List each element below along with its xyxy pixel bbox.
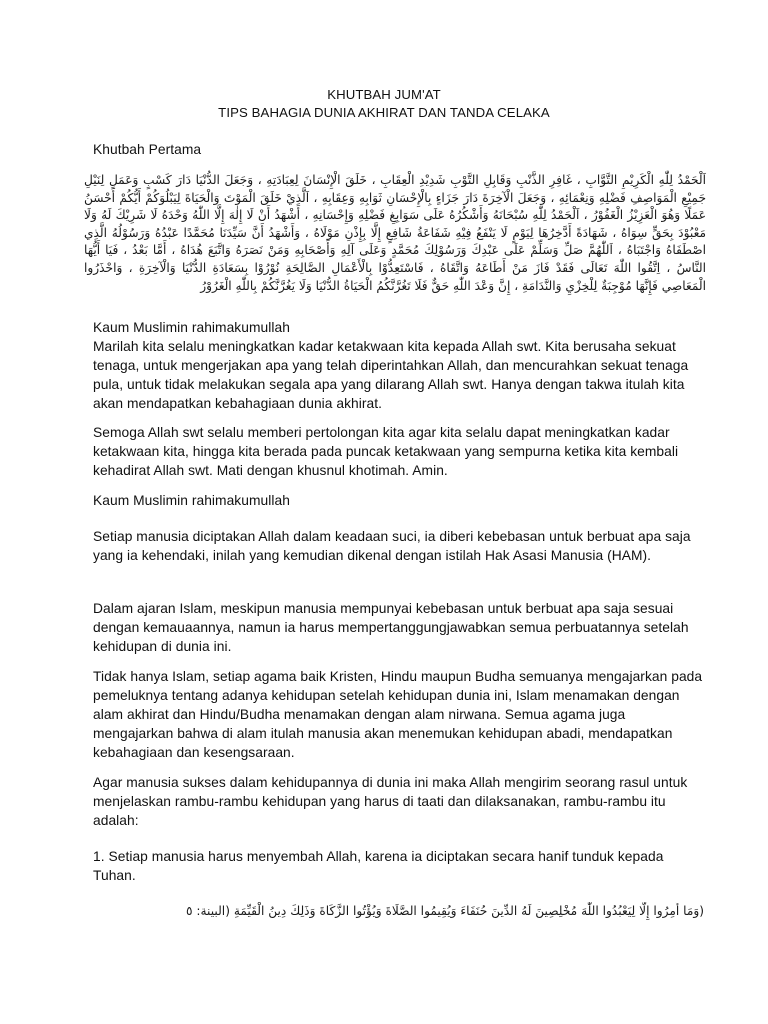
section-heading: Khutbah Pertama (93, 142, 202, 157)
paragraph-text: Setiap manusia diciptakan Allah dalam keadaan suci, ia diberi kebebasan untuk berbuat apa saja yang ia kehendaki, inilah yang kemudian dikenal dengan istilah Hak Asasi Manusia (HAM). (93, 529, 691, 563)
document-subtitle: TIPS BAHAGIA DUNIA AKHIRAT DAN TANDA CELAKA (218, 105, 550, 120)
document-title: KHUTBAH JUM'AT (327, 87, 441, 102)
paragraph-6 (93, 667, 703, 762)
paragraph-text: Tidak hanya Islam, setiap agama baik Kristen, Hindu maupun Budha semuanya mengajarkan pada pemeluknya tentang adanya kehidupan setelah kehidupan dunia ini, Islam menamakan dengan alam akhirat dan Hindu/Budha menamakan dengan alam nirwana. Semua agama juga mengajarkan bahwa di alam itulah manusia akan menemukan kehidupan abadi, mendapatkan kebahagiaan dan kesengsaraan. (93, 669, 703, 760)
paragraph-7 (93, 773, 703, 830)
paragraph-text: Agar manusia sukses dalam kehidupannya di dunia ini maka Allah mengirim seorang rasul untuk menjelaskan rambu-rambu kehidupan yang harus di taati dan dilaksanakan, rambu-rambu itu adalah: (93, 775, 688, 828)
paragraph-5 (93, 599, 703, 656)
paragraph-text: Semoga Allah swt selalu memberi pertolongan kita agar kita selalu dapat meningkatkan kadar ketakwaan kita, hingga kita berada pada puncak ketakwaan yang sempurna ketika kita kembali kehadirat Allah swt. Mati dengan khusnul khotimah. Amin. (93, 425, 679, 478)
arabic-verse: (وَمَا أُمِرُوا إِلَّا لِيَعْبُدُوا اللّٰهَ مُخْلِصِينَ لَهُ الدِّينَ حُنَفَاءَ وَيُقِيمُوا الصَّلَاةَ وَيُؤْتُوا الزَّكَاةَ وَذَلِكَ دِينُ الْقَيِّمَةِ (البينة: ٥ (186, 904, 704, 918)
paragraph-8 (93, 847, 703, 885)
paragraph-text: Kaum Muslimin rahimakumullah (93, 493, 290, 508)
paragraph-text: Dalam ajaran Islam, meskipun manusia mempunyai kebebasan untuk berbuat apa saja sesuai dengan kemauaannya, namun ia harus mempertanggungjawabkan semua perbuatannya setelah kehidupan di dunia ini. (93, 601, 689, 654)
paragraph-3 (93, 491, 703, 510)
paragraph-text: 1. Setiap manusia harus menyembah Allah, karena ia diciptakan secara hanif tunduk kepada Tuhan. (93, 849, 664, 883)
arabic-opening-text: اَلْحَمْدُ لِلّٰهِ الْكَرِيْمِ التَّوَّابِ ، غَافِرِ الذَّنْبِ وَقَابِلِ التَّوْبِ شَدِيْدِ الْعِقَابِ ، خَلَقَ الْإِنْسَانَ لِعِبَادَتِهِ ، وَجَعَلَ الدُّنْيَا دَارَ كَسْبٍ وَعَمَلٍ لِنَيْلِ جَمِيْعِ الْمَوَاصِفِ فَضْلِهِ وَنِعْمَائِهِ ، وَجَعَلَ الْآخِرَةَ دَارَ جَزَاءٍ بِالْإِحْسَانِ ثَوَابِهِ وَعِقَابِهِ ، اَلَّذِيْ خَلَقَ الْمَوْتَ وَالْحَيَاةَ لِيَبْلُوَكُمْ أَيُّكُمْ أَحْسَنُ عَمَلًا وَهُوَ الْعَزِيْزُ الْغَفُوْرُ ، اَلْحَمْدُ لِلّٰهِ سُبْحَانَهُ وَأَشْكُرُهُ عَلَى سَوَابِغِ فَضْلِهِ وَإِحْسَانِهِ ، أَشْهَدُ أَنْ لَا إِلٰهَ إِلَّا اللّٰهُ وَحْدَهُ لَا شَرِيْكَ لَهُ وَلَا مَعْبُوْدَ بِحَقٍّ سِوَاهُ ، شَهَادَةً أَدَّخِرُهَا لِيَوْمٍ لَا يَنْفَعُ فِيْهِ شَفَاعَةُ شَافِعٍ إِلَّا بِإِذْنِ مَوْلَاهُ ، وَأَشْهَدُ أَنَّ سَيِّدَنَا مُحَمَّدًا عَبْدُهُ وَرَسُوْلُهُ الَّذِي اصْطَفَاهُ وَاجْتَبَاهُ ، اَللّٰهُمَّ صَلِّ وَسَلِّمْ عَلَى عَبْدِكَ وَرَسُوْلِكَ مُحَمَّدٍ وَعَلَى آلِهِ وَأَصْحَابِهِ وَمَنْ نَصَرَهُ وَاتَّبَعَ هُدَاهُ ، أَمَّا بَعْدُ ، فَيَا أَيُّهَا النَّاسُ ، اِتَّقُوا اللّٰهَ تَعَالَى فَقَدْ فَازَ مَنْ أَطَاعَهُ وَاتَّقَاهُ ، فَاسْتَعِدُّوْا بِالْأَعْمَالِ الصَّالِحَةِ نُوْرُوْا بِسَعَادَةِ الدُّنْيَا وَالْآخِرَةِ ، وَاحْذَرُوا الْمَعَاصِي فَإِنَّهَا مُوْجِبَةٌ لِلْخِزْيِ وَالنَّدَامَةِ ، إِنَّ وَعْدَ اللّٰهِ حَقٌّ فَلَا تَغُرَّنَّكُمُ الْحَيَاةُ الدُّنْيَا وَلَا يَغُرَّنَّكُمْ بِاللّٰهِ الْغَرُوْرُ (84, 173, 706, 293)
paragraph-text: Kaum Muslimin rahimakumullah Marilah kita selalu meningkatkan kadar ketakwaan kita kepada Allah swt. Kita berusaha sekuat tenaga, untuk mengerjakan apa yang telah diperintahkan Allah, dan mencurahkan sekuat tenaga pula, untuk tidak melakukan segala apa yang dilarang Allah swt. Hanya dengan takwa itulah kita akan mendapatkan kebahagiaan dunia akhirat. (93, 320, 689, 411)
paragraph-4 (93, 527, 703, 565)
paragraph-2 (93, 423, 703, 480)
paragraph-1 (93, 318, 703, 413)
